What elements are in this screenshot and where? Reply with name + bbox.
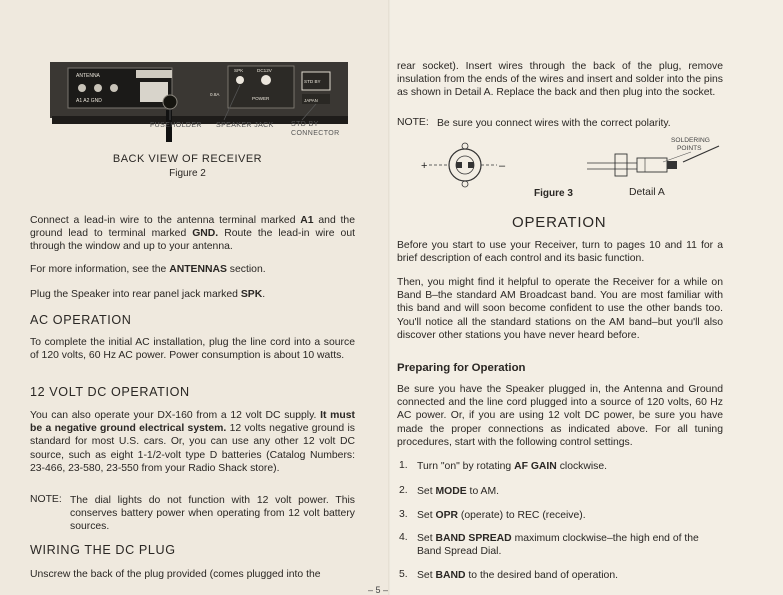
- preparing-for-operation-heading: Preparing for Operation: [397, 362, 526, 374]
- dc-plug-continuation-paragraph: rear socket). Insert wires through the back of the plug, remove insulation from the ends of the wires and insert and solder into the pins as shown in Detail A. Replace the back and then plug into the socket.: [397, 61, 723, 99]
- speaker-jack: [236, 76, 244, 84]
- step-5-number: 5.: [399, 569, 408, 580]
- polarity-minus-sign: –: [499, 160, 506, 172]
- dc-note-label: NOTE:: [30, 494, 62, 505]
- dc-plug-screw-top: [462, 143, 468, 149]
- panel-label-terminals: A1 A2 GND: [76, 98, 102, 104]
- wiring-dc-plug-heading: WIRING THE DC PLUG: [30, 543, 176, 557]
- terminal-gnd: [110, 84, 118, 92]
- callout-speaker-jack: SPEAKER JACK: [216, 122, 274, 129]
- speaker-plug-paragraph: Plug the Speaker into rear panel jack marked SPK.: [30, 289, 266, 300]
- step-2-number: 2.: [399, 485, 408, 496]
- rating-sticker: [136, 70, 172, 78]
- operation-intro-paragraph: Before you start to use your Receiver, turn to pages 10 and 11 for a brief description of each control and its basic function.: [397, 240, 723, 265]
- dc12v-socket: [261, 75, 271, 85]
- detail-plug-tip: [667, 161, 677, 169]
- dc-note-paragraph: The dial lights do not function with 12 volt power. This conserves battery power when operating from 12 volt battery sources.: [70, 495, 355, 533]
- callout-stdby-line1: STD BY: [291, 121, 319, 128]
- dc-plug-pin-left: [456, 162, 462, 168]
- terminal-a2: [94, 84, 102, 92]
- antenna-connection-paragraph: Connect a lead-in wire to the antenna terminal marked A1 and the ground lead to terminal marked GND. Route the lead-in wire out through the window and up to your antenna.: [30, 215, 356, 253]
- figure2-caption-figure: Figure 2: [169, 168, 206, 179]
- callout-stdby-line2: CONNECTOR: [291, 130, 340, 137]
- panel-label-dc12v: DC12V: [257, 68, 272, 73]
- ac-operation-heading: AC OPERATION: [30, 313, 132, 327]
- figure2-caption-title: BACK VIEW OF RECEIVER: [112, 153, 263, 165]
- polarity-note-label: NOTE:: [397, 117, 429, 128]
- wiring-dc-plug-paragraph: Unscrew the back of the plug provided (comes plugged into the: [30, 569, 321, 580]
- dc-operation-heading: 12 VOLT DC OPERATION: [30, 385, 190, 399]
- soldering-points-line1: SOLDERING: [671, 137, 710, 144]
- fuseholder: [163, 95, 177, 109]
- step-4-number: 4.: [399, 532, 408, 543]
- operation-heading: OPERATION: [512, 214, 607, 231]
- soldering-points-line2: POINTS: [677, 145, 702, 152]
- dc-plug-screw-bottom: [462, 181, 468, 187]
- step-3-text: Set OPR (operate) to REC (receive).: [417, 510, 586, 521]
- panel-label-antenna: ANTENNA: [76, 73, 100, 79]
- figure3-label: Figure 3: [534, 188, 573, 199]
- dc-operation-paragraph: You can also operate your DX-160 from a 12 volt DC supply. It must be a negative ground electrical system. 12 volts negative ground is standard for most U.S. cars. Or, you can use any other 12 volt DC source, such as eight 1-1/2-volt type D batteries (Catalog Numbers: 23-466, 23-580, 23-550 from your Radio Shack store).: [30, 410, 355, 474]
- panel-label-power: POWER: [252, 96, 270, 101]
- panel-label-stdby: STD BY: [304, 79, 321, 84]
- operation-band-b-paragraph: Then, you might find it helpful to operate the Receiver for a while on Band B–the standard AM Broadcast band. You are most familiar with this band and will soon become confident to use the other bands too. You'll notice all the standard stations on the AM band–but you'll also discover other stations you have never heard before.: [397, 277, 723, 341]
- step-2-text: Set MODE to AM.: [417, 486, 500, 497]
- terminal-a1: [78, 84, 86, 92]
- right-page: [391, 0, 783, 595]
- figure3-dc-plug-diagram: [401, 132, 731, 196]
- step-3-number: 3.: [399, 509, 408, 520]
- preparing-for-operation-paragraph: Be sure you have the Speaker plugged in, the Antenna and Ground connected and the line cord plugged into a source of 120 volts, 60 Hz AC power. Or, if you are using 12 volt DC power, be sure you have made the proper connections as indicated above. For all tuning procedures, start with the following control settings.: [397, 384, 723, 448]
- step-1-text: Turn "on" by rotating AF GAIN clockwise.: [417, 461, 608, 472]
- detail-a-label: Detail A: [629, 187, 665, 198]
- polarity-plus-sign: +: [421, 160, 428, 172]
- detail-plug-pins: [637, 158, 667, 172]
- panel-label-japan: JAPAN: [304, 98, 318, 103]
- step-4-text: Set BAND SPREAD maximum clockwise–the high end of the Band Spread Dial.: [417, 533, 699, 558]
- antennas-reference-paragraph: For more information, see the ANTENNAS section.: [30, 264, 266, 275]
- step-1-number: 1.: [399, 460, 408, 471]
- detail-plug-back: [615, 154, 627, 176]
- panel-label-fuse-rating: 0.8A: [210, 92, 220, 97]
- page-number: – 5 –: [368, 585, 389, 595]
- panel-label-spk: SPK: [234, 68, 244, 73]
- dc-plug-body: [449, 149, 481, 181]
- polarity-note-paragraph: Be sure you connect wires with the correct polarity.: [437, 118, 671, 129]
- dc-plug-pin-right: [468, 162, 474, 168]
- callout-fuseholder: FUSEHOLDER: [150, 122, 202, 129]
- step-5-text: Set BAND to the desired band of operation.: [417, 570, 619, 581]
- ac-operation-paragraph: To complete the initial AC installation, plug the line cord into a source of 120 volts, 60 Hz AC power. Power consumption is about 10 watts.: [30, 337, 355, 362]
